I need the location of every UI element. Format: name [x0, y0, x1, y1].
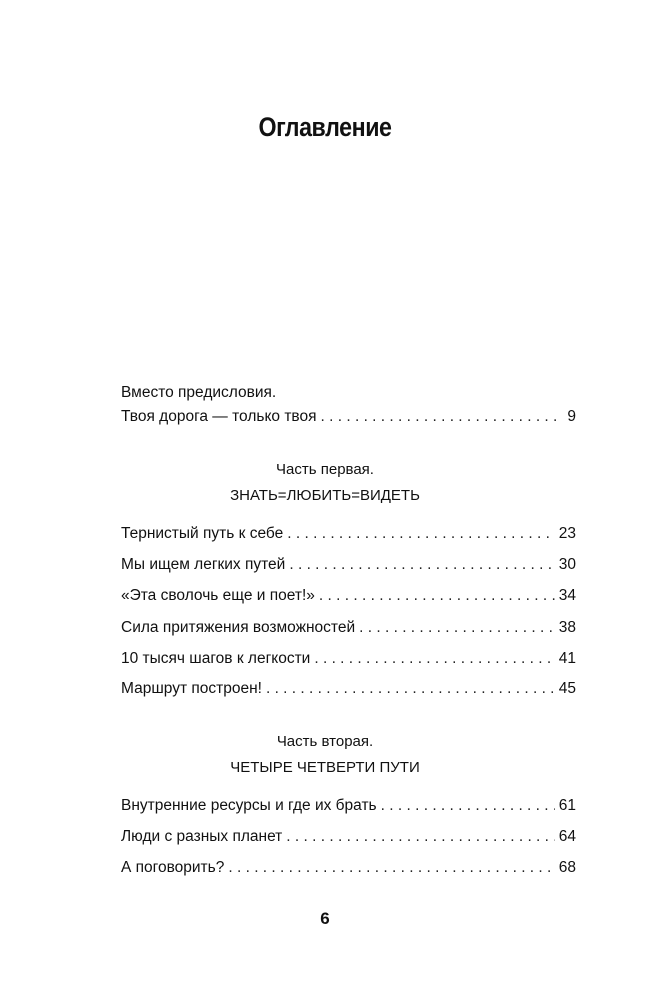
toc-leader-dots	[381, 796, 555, 816]
part1-subtitle: Часть первая.	[276, 461, 374, 478]
intro-title-line: Вместо предисловия.	[121, 384, 277, 401]
toc-entry-label: Тернистый путь к себе	[121, 525, 284, 542]
toc-entry-part2-1[interactable]	[121, 796, 576, 816]
toc-entry-page: 45	[558, 680, 576, 697]
toc-entry-page: 38	[558, 619, 576, 636]
part2-heading: ЧЕТЫРЕ ЧЕТВЕРТИ ПУТИ	[230, 759, 420, 776]
toc-leader-dots	[319, 586, 555, 606]
page-title: Оглавление	[258, 112, 392, 142]
toc-entry-page: 9	[567, 408, 576, 425]
toc-entry-label: А поговорить?	[121, 859, 225, 876]
toc-entry-page: 41	[558, 650, 576, 667]
toc-entry-label: Внутренние ресурсы и где их брать	[121, 797, 377, 814]
toc-entry-part2-3[interactable]	[121, 858, 576, 878]
toc-entry-part1-5[interactable]	[121, 649, 576, 669]
toc-leader-dots	[321, 407, 564, 427]
toc-entry-page: 68	[558, 859, 576, 876]
toc-entry-label: Твоя дорога — только твоя	[121, 408, 317, 425]
toc-leader-dots	[287, 524, 555, 544]
page-number: 6	[320, 909, 330, 928]
toc-leader-dots	[359, 618, 555, 638]
toc-entry-intro[interactable]	[121, 407, 576, 427]
toc-leader-dots	[286, 827, 554, 847]
toc-entry-part1-1[interactable]	[121, 524, 576, 544]
toc-entry-label: Люди с разных планет	[121, 828, 283, 845]
toc-entry-page: 23	[558, 525, 576, 542]
toc-leader-dots	[228, 858, 554, 878]
toc-entry-page: 61	[558, 797, 576, 814]
toc-entry-label: 10 тысяч шагов к легкости	[121, 650, 311, 667]
toc-entry-part1-2[interactable]	[121, 555, 576, 575]
toc-entry-part1-4[interactable]	[121, 618, 576, 638]
toc-entry-part1-6[interactable]	[121, 679, 576, 699]
part1-heading: ЗНАТЬ=ЛЮБИТЬ=ВИДЕТЬ	[230, 487, 420, 504]
toc-entry-label: «Эта сволочь еще и поет!»	[121, 587, 315, 604]
toc-leader-dots	[266, 679, 555, 699]
toc-entry-part1-3[interactable]	[121, 586, 576, 606]
part2-subtitle: Часть вторая.	[276, 733, 374, 750]
toc-leader-dots	[314, 649, 554, 669]
toc-entry-label: Маршрут построен!	[121, 680, 262, 697]
toc-entry-page: 64	[558, 828, 576, 845]
toc-entry-page: 30	[558, 556, 576, 573]
toc-entry-page: 34	[558, 587, 576, 604]
toc-entry-label: Мы ищем легких путей	[121, 556, 286, 573]
toc-entry-label: Сила притяжения возможностей	[121, 619, 356, 636]
toc-leader-dots	[289, 555, 554, 575]
toc-entry-part2-2[interactable]	[121, 827, 576, 847]
